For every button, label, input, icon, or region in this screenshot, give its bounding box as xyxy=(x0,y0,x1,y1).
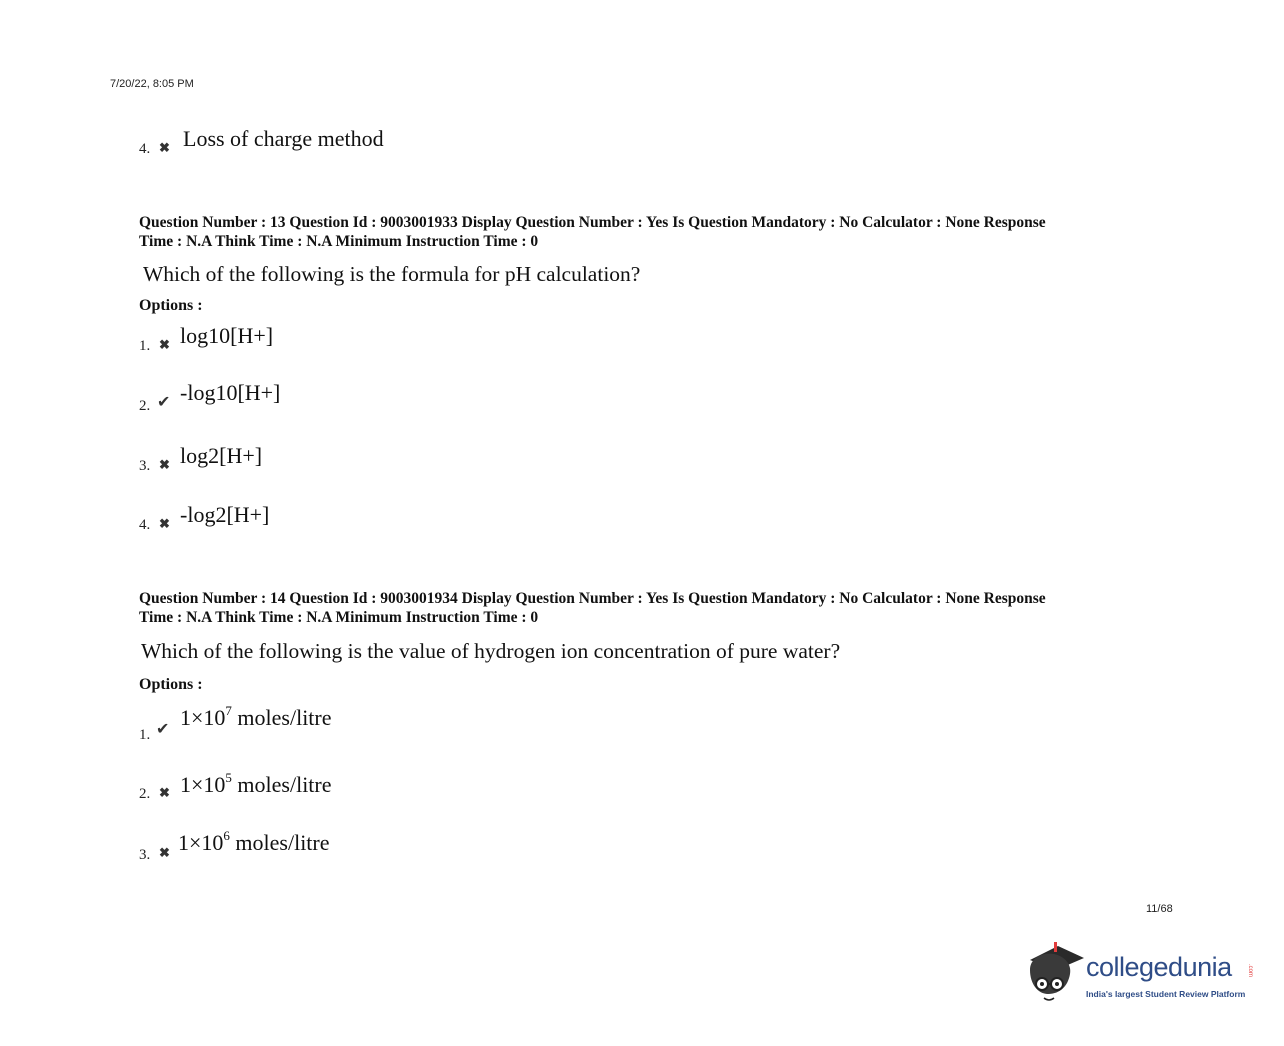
option-text: Loss of charge method xyxy=(183,126,384,151)
check-icon: ✔ xyxy=(157,394,171,411)
option-number: 2. xyxy=(139,786,151,802)
option-number: 4. xyxy=(139,141,151,157)
option-exponent: 7 xyxy=(225,703,232,718)
page-number: 11/68 xyxy=(1146,903,1173,915)
option-number: 2. xyxy=(139,398,151,414)
cross-icon: ✖ xyxy=(159,457,170,472)
question-meta-line: Time : N.A Think Time : N.A Minimum Instruction Time : 0 xyxy=(139,609,539,626)
mascot-icon xyxy=(1024,938,1084,1008)
question-meta-line: Time : N.A Think Time : N.A Minimum Instruction Time : 0 xyxy=(139,233,539,250)
cross-icon: ✖ xyxy=(159,140,170,155)
question-meta-line: Question Number : 13 Question Id : 9003001933 Display Question Number : Yes Is Question Mandatory : No Calculator : None Response xyxy=(139,214,1046,231)
options-label: Options : xyxy=(139,297,203,314)
print-timestamp: 7/20/22, 8:05 PM xyxy=(110,78,194,90)
option-text: log10[H+] xyxy=(180,323,274,348)
question-meta xyxy=(139,589,1149,627)
option-unit: moles/litre xyxy=(229,830,330,855)
check-icon: ✔ xyxy=(156,721,170,738)
logo-tagline: India's largest Student Review Platform xyxy=(1086,989,1246,999)
option-number: 3. xyxy=(139,847,151,863)
question-meta-line: Question Number : 14 Question Id : 9003001934 Display Question Number : Yes Is Question Mandatory : No Calculator : None Response xyxy=(139,590,1046,607)
option-text xyxy=(180,772,332,798)
option-exponent: 6 xyxy=(223,828,230,843)
option-base: 1×10 xyxy=(180,705,226,730)
option-number: 1. xyxy=(139,727,151,743)
question-text: Which of the following is the value of hydrogen ion concentration of pure water? xyxy=(141,639,841,663)
option-text: -log10[H+] xyxy=(180,380,281,405)
option-text: log2[H+] xyxy=(180,443,263,468)
option-base: 1×10 xyxy=(178,830,224,855)
options-label: Options : xyxy=(139,676,203,693)
option-unit: moles/litre xyxy=(231,772,332,797)
option-exponent: 5 xyxy=(225,770,232,785)
cross-icon: ✖ xyxy=(159,337,170,352)
option-text: -log2[H+] xyxy=(180,502,270,527)
question-text: Which of the following is the formula for pH calculation? xyxy=(143,262,641,286)
option-base: 1×10 xyxy=(180,772,226,797)
logo-wordmark: collegedunia xyxy=(1086,952,1232,982)
logo-suffix: .com xyxy=(1247,964,1253,978)
cross-icon: ✖ xyxy=(159,845,170,860)
cross-icon: ✖ xyxy=(159,516,170,531)
collegedunia-logo xyxy=(1024,938,1264,1008)
option-number: 3. xyxy=(139,458,151,474)
option-unit: moles/litre xyxy=(231,705,332,730)
option-text xyxy=(180,705,332,731)
cross-icon: ✖ xyxy=(159,785,170,800)
question-meta xyxy=(139,213,1149,251)
option-text xyxy=(178,830,330,856)
option-number: 4. xyxy=(139,517,151,533)
option-number: 1. xyxy=(139,338,151,354)
